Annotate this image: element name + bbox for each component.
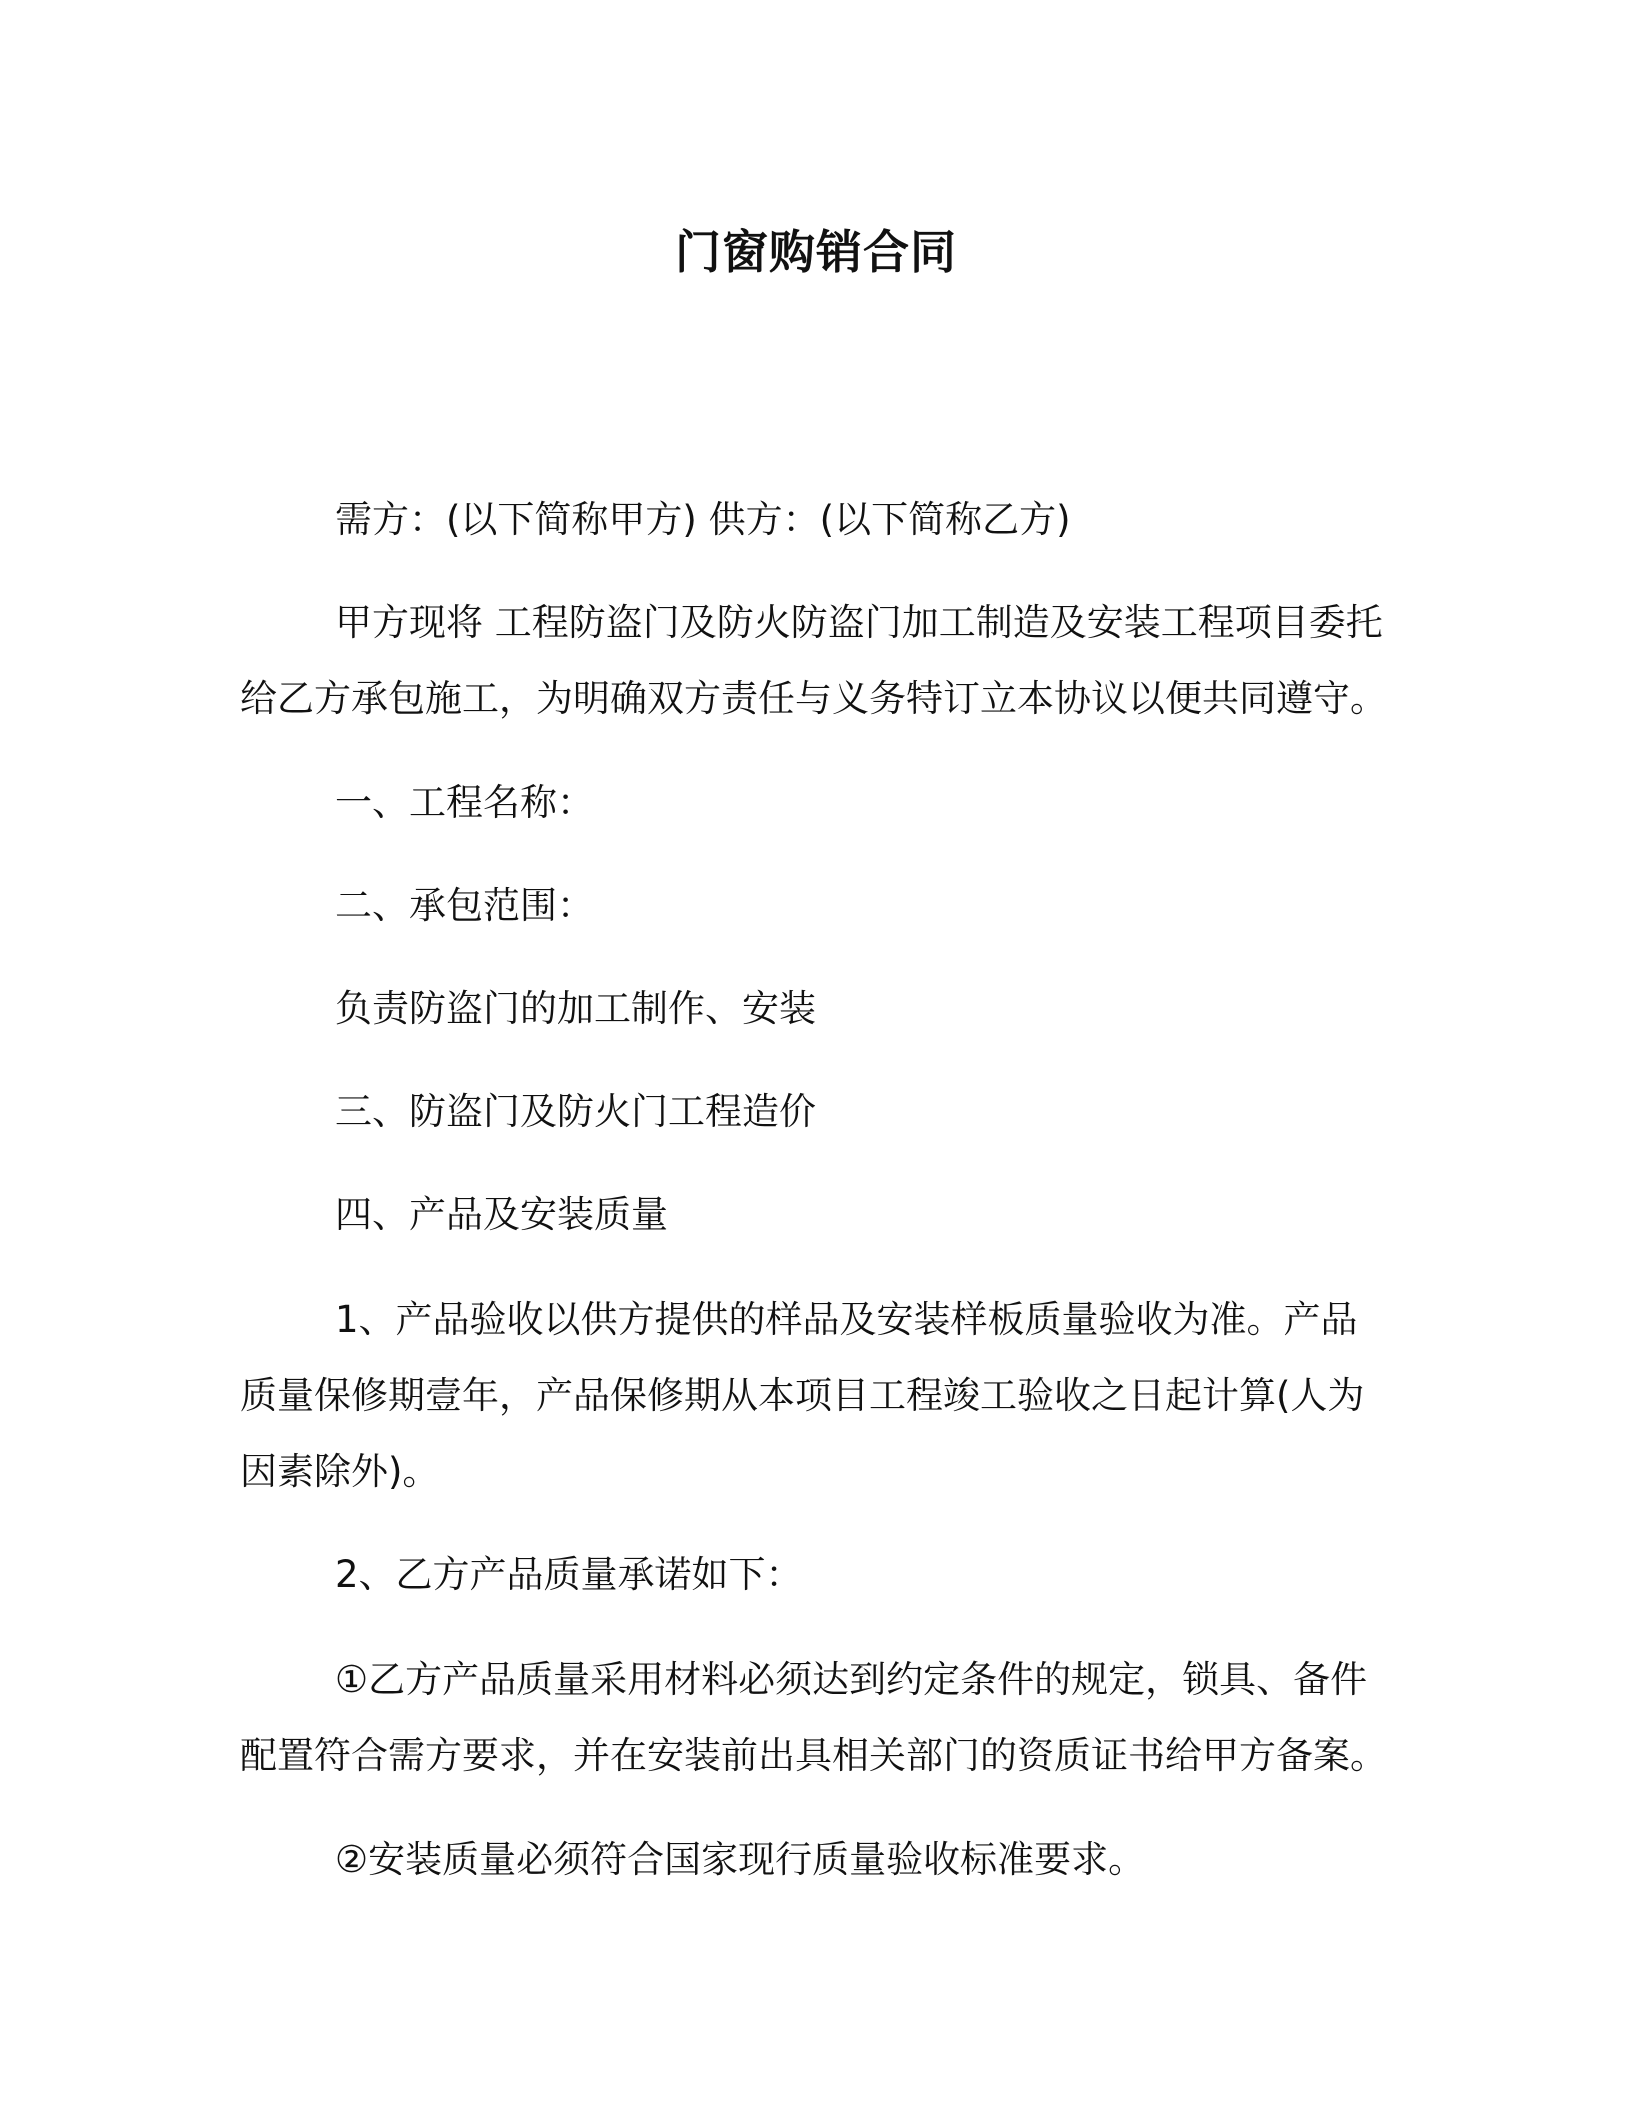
sub-item-2-paragraph [240,1822,1400,1898]
scope-paragraph [240,971,1400,1047]
sub-item-2-text: ②安装质量必须符合国家现行质量验收标准要求。 [335,1838,1146,1881]
section-heading-1 [240,765,1400,841]
section-2-text: 二、承包范围： [335,884,594,927]
sub-item-1-paragraph [240,1642,1400,1794]
parties-text: 需方：(以下简称甲方) 供方：(以下简称乙方) [335,498,1071,541]
scope-text: 负责防盗门的加工制作、安装 [335,987,816,1030]
item-2-text: 2、乙方产品质量承诺如下： [335,1553,803,1596]
intro-line-2: 给乙方承包施工，为明确双方责任与义务特订立本协议以便共同遵守。 [240,677,1387,720]
intro-line-1: 甲方现将 工程防盗门及防火防盗门加工制造及安装工程项目委托 [335,601,1383,644]
item-1-line-1: 1、产品验收以供方提供的样品及安装样板质量验收为准。产品 [335,1298,1358,1341]
section-1-text: 一、工程名称： [335,781,594,824]
section-heading-4 [240,1177,1400,1253]
section-heading-3 [240,1074,1400,1150]
section-3-text: 三、防盗门及防火门工程造价 [335,1090,816,1133]
item-2-paragraph [240,1537,1400,1613]
parties-line [240,482,1400,558]
sub-item-1-line-1: ①乙方产品质量采用材料必须达到约定条件的规定，锁具、备件 [335,1658,1368,1701]
item-1-paragraph [240,1282,1400,1510]
item-1-line-3: 因素除外)。 [240,1450,440,1493]
intro-paragraph [240,585,1400,737]
page-title: 门窗购销合同 [675,225,957,279]
section-4-text: 四、产品及安装质量 [335,1193,668,1236]
sub-item-1-line-2: 配置符合需方要求，并在安装前出具相关部门的资质证书给甲方备案。 [240,1734,1387,1777]
item-1-line-2: 质量保修期壹年，产品保修期从本项目工程竣工验收之日起计算(人为 [240,1374,1365,1417]
section-heading-2 [240,868,1400,944]
